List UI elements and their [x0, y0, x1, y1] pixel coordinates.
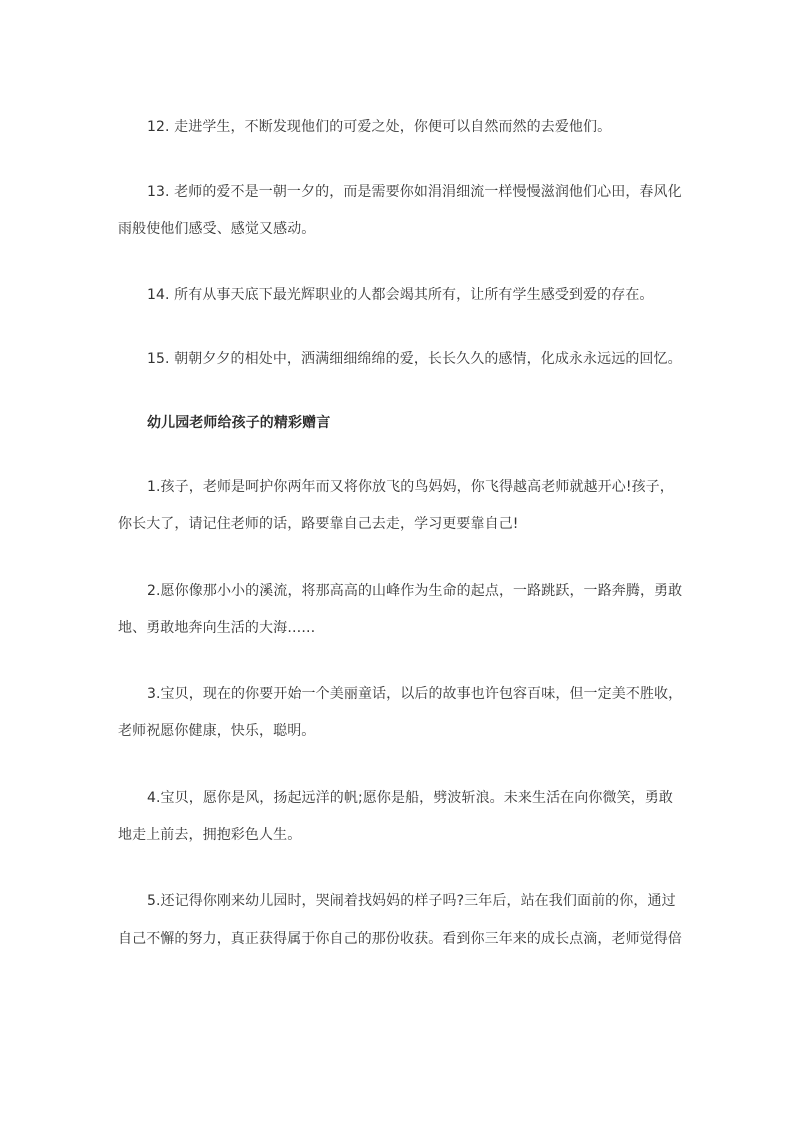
- section-paragraph-2-line-1: 2.愿你像那小小的溪流，将那高高的山峰作为生命的起点，一路跳跃，一路奔腾，勇敢: [147, 583, 683, 599]
- section-paragraph-5-line-1: 5.还记得你刚来幼儿园时，哭闹着找妈妈的样子吗?三年后，站在我们面前的你，通过: [147, 893, 676, 909]
- section-paragraph-1-line-2: 你长大了，请记住老师的话，路要靠自己去走，学习更要靠自己!: [118, 516, 519, 532]
- paragraph-13-line-1: 13. 老师的爱不是一朝一夕的，而是需要你如涓涓细流一样慢慢滋润他们心田，春风化: [147, 184, 682, 200]
- section-paragraph-4-line-2: 地走上前去，拥抱彩色人生。: [118, 827, 302, 843]
- paragraph-12-line-1: 12. 走进学生，不断发现他们的可爱之处，你便可以自然而然的去爱他们。: [147, 119, 612, 135]
- section-paragraph-5-line-2: 自己不懈的努力，真正获得属于你自己的那份收获。看到你三年来的成长点滴，老师觉得倍: [118, 931, 682, 947]
- section-paragraph-2-line-2: 地、勇敢地奔向生活的大海……: [118, 620, 316, 636]
- paragraph-15-line-1: 15. 朝朝夕夕的相处中，洒满细细绵绵的爱，长长久久的感情，化成永永远远的回忆。: [147, 351, 682, 367]
- paragraph-13-line-2: 雨般使他们感受、感觉又感动。: [118, 221, 316, 237]
- section-heading: 幼儿园老师给孩子的精彩赠言: [147, 415, 331, 431]
- paragraph-14-line-1: 14. 所有从事天底下最光辉职业的人都会竭其所有，让所有学生感受到爱的存在。: [147, 287, 654, 303]
- section-paragraph-3-line-1: 3.宝贝，现在的你要开始一个美丽童话，以后的故事也许包容百味，但一定美不胜收，: [147, 686, 683, 702]
- section-paragraph-4-line-1: 4.宝贝，愿你是风，扬起远洋的帆;愿你是船，劈波斩浪。未来生活在向你微笑，勇敢: [147, 790, 673, 806]
- section-paragraph-3-line-2: 老师祝愿你健康，快乐，聪明。: [118, 723, 316, 739]
- section-paragraph-1-line-1: 1.孩子，老师是呵护你两年而又将你放飞的鸟妈妈，你飞得越高老师就越开心!孩子，: [147, 479, 674, 495]
